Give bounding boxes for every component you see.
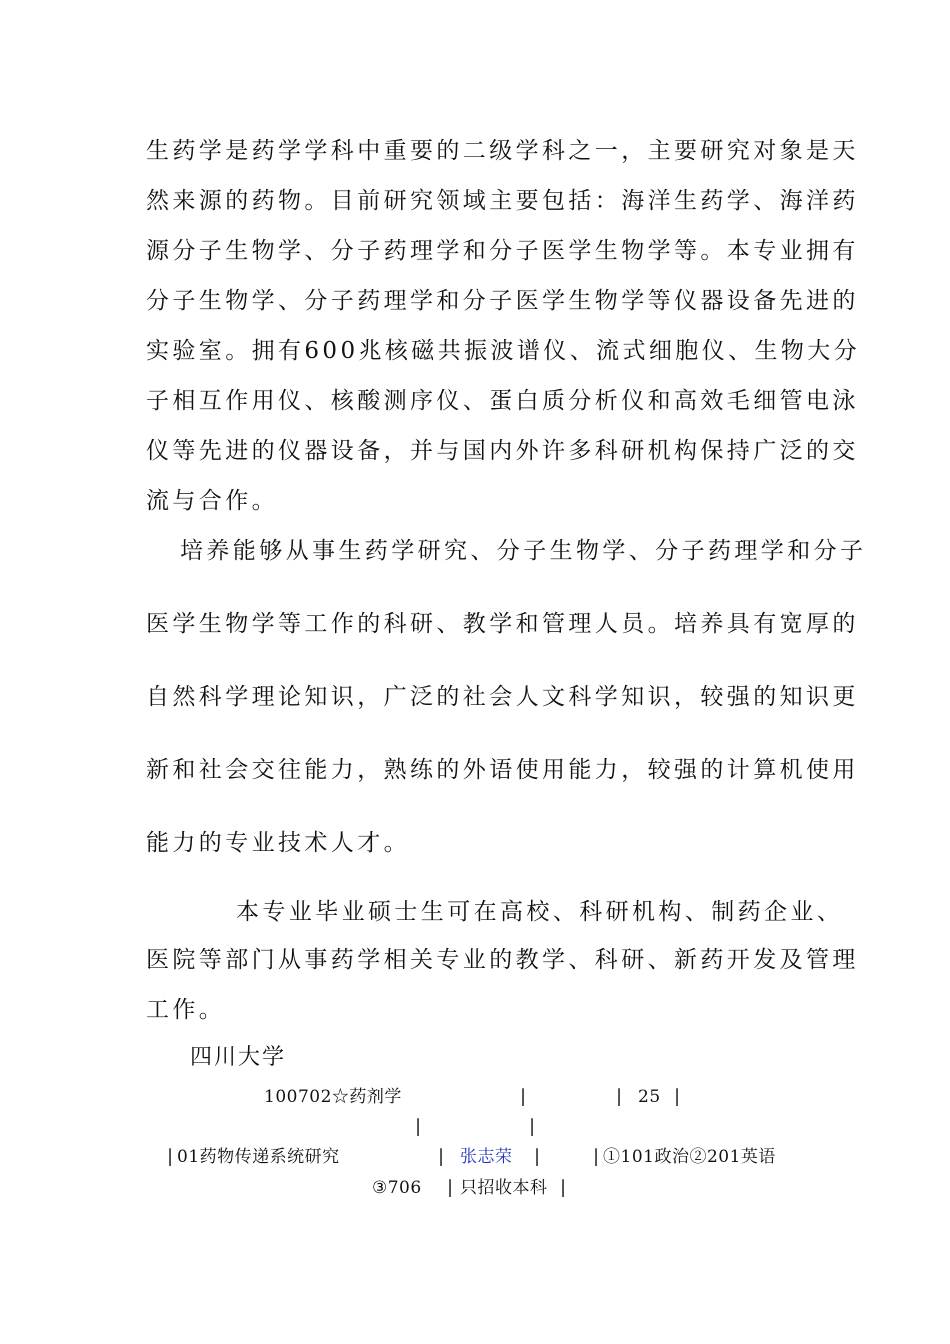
advisor-name: 张志荣 <box>460 1147 513 1167</box>
paragraph-line: 仪等先进的仪器设备，并与国内外许多科研机构保持广泛的交 <box>146 438 859 464</box>
column-separator: | <box>167 1146 174 1167</box>
paragraph-line: 工作。 <box>146 997 226 1023</box>
paragraph-line: 生药学是药学学科中重要的二级学科之一，主要研究对象是天 <box>146 138 859 164</box>
column-separator: | <box>438 1146 445 1167</box>
program-note: 只招收本科 <box>460 1178 548 1198</box>
column-separator: | <box>534 1146 541 1167</box>
university-name: 四川大学 <box>190 1045 287 1070</box>
column-separator: | <box>520 1086 527 1107</box>
paragraph-line: 新和社会交往能力，熟练的外语使用能力，较强的计算机使用 <box>146 757 859 783</box>
paragraph-line: 医学生物学等工作的科研、教学和管理人员。培养具有宽厚的 <box>146 611 859 637</box>
program-code-name: 100702☆药剂学 <box>264 1087 402 1107</box>
paragraph-line: 分子生物学、分子药理学和分子医学生物学等仪器设备先进的 <box>146 288 859 314</box>
column-separator: | <box>447 1177 454 1198</box>
research-direction: 01药物传递系统研究 <box>177 1147 340 1167</box>
column-separator: | <box>415 1116 422 1137</box>
paragraph-line: 培养能够从事生药学研究、分子生物学、分子药理学和分子 <box>180 538 867 564</box>
paragraph-line: 能力的专业技术人才。 <box>146 830 410 856</box>
paragraph-line: 自然科学理论知识，广泛的社会人文科学知识，较强的知识更 <box>146 684 859 710</box>
column-separator: | <box>616 1086 623 1107</box>
paragraph-line: 流与合作。 <box>146 488 278 514</box>
column-separator: | <box>593 1146 600 1167</box>
paragraph-line: 实验室。拥有600兆核磁共振波谱仪、流式细胞仪、生物大分 <box>146 338 861 364</box>
enrollment-count: 25 <box>638 1087 661 1107</box>
exam-subjects: ①101政治②201英语 <box>603 1147 776 1167</box>
paragraph-line: 然来源的药物。目前研究领域主要包括：海洋生药学、海洋药 <box>146 188 859 214</box>
exam-subjects-cont: ③706 <box>372 1178 422 1198</box>
column-separator: | <box>674 1086 681 1107</box>
column-separator: | <box>560 1177 567 1198</box>
paragraph-line: 本专业毕业硕士生可在高校、科研机构、制药企业、 <box>236 899 844 925</box>
paragraph-line: 子相互作用仪、核酸测序仪、蛋白质分析仪和高效毛细管电泳 <box>146 388 859 414</box>
paragraph-line: 源分子生物学、分子药理学和分子医学生物学等。本专业拥有 <box>146 238 859 264</box>
column-separator: | <box>529 1116 536 1137</box>
paragraph-line: 医院等部门从事药学相关专业的教学、科研、新药开发及管理 <box>146 947 859 973</box>
